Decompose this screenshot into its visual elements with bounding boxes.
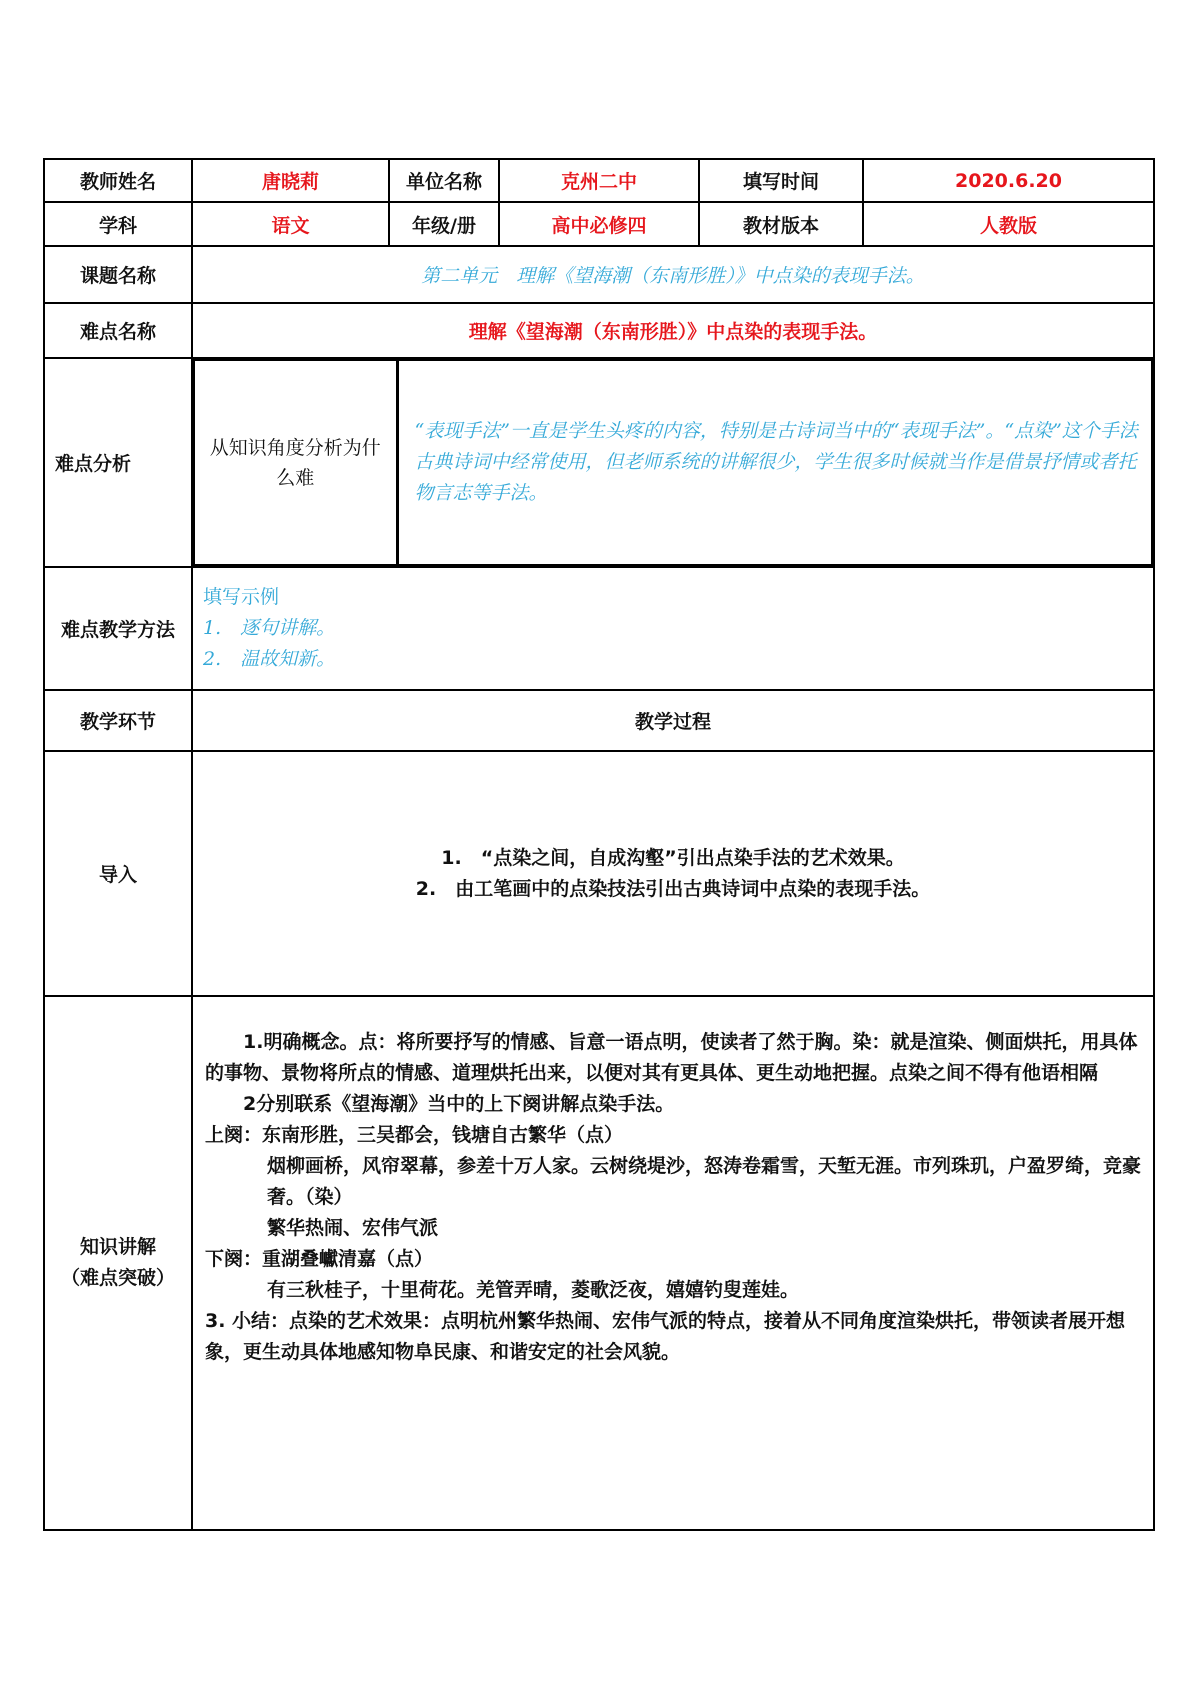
knowledge-para-link: 2分别联系《望海潮》当中的上下阕讲解点染手法。 (243, 1093, 675, 1115)
upper-que-effect: 繁华热闹、宏伟气派 (267, 1217, 439, 1239)
header-row-1 (44, 159, 1154, 202)
difficulty-row (44, 303, 1154, 358)
intro-cell (192, 751, 1154, 996)
knowledge-para-concept: 1.明确概念。点：将所要抒写的情感、旨意一语点明，使读者了然于胸。染：就是渲染、侧面烘托，用具体的事物、景物将所点的情感、道理烘托出来，以便对其有更具体、更生动地把握。点染之间不得有他语相隔 (205, 1031, 1138, 1084)
method-example-label: 填写示例 (203, 586, 280, 608)
fill-date-label: 填写时间 (699, 159, 863, 202)
teacher-name-value: 唐晓莉 (192, 159, 389, 202)
upper-que-point: 东南形胜，三吴都会，钱塘自古繁华（点） (262, 1124, 624, 1146)
knowledge-summary: 3. 小结：点染的艺术效果：点明杭州繁华热闹、宏伟气派的特点，接着从不同角度渲染烘托，带领读者展开想象，更生动具体地感知物阜民康、和谐安定的社会风貌。 (205, 1310, 1126, 1363)
stage-label: 教学环节 (44, 690, 192, 751)
difficulty-label: 难点名称 (44, 303, 192, 358)
method-row (44, 567, 1154, 690)
header-row-2 (44, 202, 1154, 246)
analysis-row (44, 358, 1154, 567)
method-item: 1. 逐句讲解。 (203, 617, 336, 639)
lower-que-dye: 有三秋桂子，十里荷花。羌管弄晴，菱歌泛夜，嬉嬉钓叟莲娃。 (267, 1279, 800, 1301)
topic-row (44, 246, 1154, 303)
subject-label: 学科 (44, 202, 192, 246)
process-header-row (44, 690, 1154, 751)
analysis-cell (192, 358, 1154, 567)
intro-row (44, 751, 1154, 996)
upper-que-line (205, 1120, 1141, 1151)
lesson-form (43, 158, 1153, 1531)
form-table (43, 158, 1155, 1531)
lower-que-label: 下阕： (205, 1248, 263, 1270)
knowledge-label: 知识讲解 (79, 1236, 156, 1258)
knowledge-cell (192, 996, 1154, 1530)
subject-value: 语文 (192, 202, 389, 246)
knowledge-label-cell (44, 996, 192, 1530)
topic-value: 第二单元 理解《望海潮（东南形胜）》中点染的表现手法。 (192, 246, 1154, 303)
method-cell (192, 567, 1154, 690)
knowledge-row (44, 996, 1154, 1530)
analysis-inner (193, 359, 1153, 566)
intro-line: 1. “点染之间，自成沟壑”引出点染手法的艺术效果。 (441, 846, 905, 869)
upper-que-label: 上阕： (205, 1124, 263, 1146)
lower-que-line (205, 1244, 1141, 1275)
edition-value: 人教版 (863, 202, 1154, 246)
knowledge-sublabel: （难点突破） (60, 1267, 175, 1289)
process-label: 教学过程 (192, 690, 1154, 751)
upper-que-dye: 烟柳画桥，风帘翠幕，参差十万人家。云树绕堤沙，怒涛卷霜雪，天堑无涯。市列珠玑，户盈罗绮，竞豪奢。（染） (267, 1155, 1142, 1208)
analysis-sub-label: 从知识角度分析为什么难 (194, 360, 397, 565)
unit-name-label: 单位名称 (389, 159, 499, 202)
grade-value: 高中必修四 (499, 202, 699, 246)
method-item: 2. 温故知新。 (203, 648, 336, 670)
unit-name-value: 克州二中 (499, 159, 699, 202)
difficulty-value: 理解《望海潮（东南形胜）》中点染的表现手法。 (192, 303, 1154, 358)
method-label: 难点教学方法 (44, 567, 192, 690)
teacher-name-label: 教师姓名 (44, 159, 192, 202)
analysis-text: “表现手法”一直是学生头疼的内容，特别是古诗词当中的“表现手法”。“点染”这个手法古典诗词中经常使用，但老师系统的讲解很少，学生很多时候就当作是借景抒情或者托物言志等手法。 (397, 360, 1152, 565)
analysis-label: 难点分析 (44, 358, 192, 567)
topic-label: 课题名称 (44, 246, 192, 303)
intro-label: 导入 (44, 751, 192, 996)
fill-date-value: 2020.6.20 (863, 159, 1154, 202)
edition-label: 教材版本 (699, 202, 863, 246)
grade-label: 年级/册 (389, 202, 499, 246)
lower-que-point: 重湖叠巘清嘉（点） (262, 1248, 434, 1270)
intro-line: 2. 由工笔画中的点染技法引出古典诗词中点染的表现手法。 (415, 877, 931, 900)
